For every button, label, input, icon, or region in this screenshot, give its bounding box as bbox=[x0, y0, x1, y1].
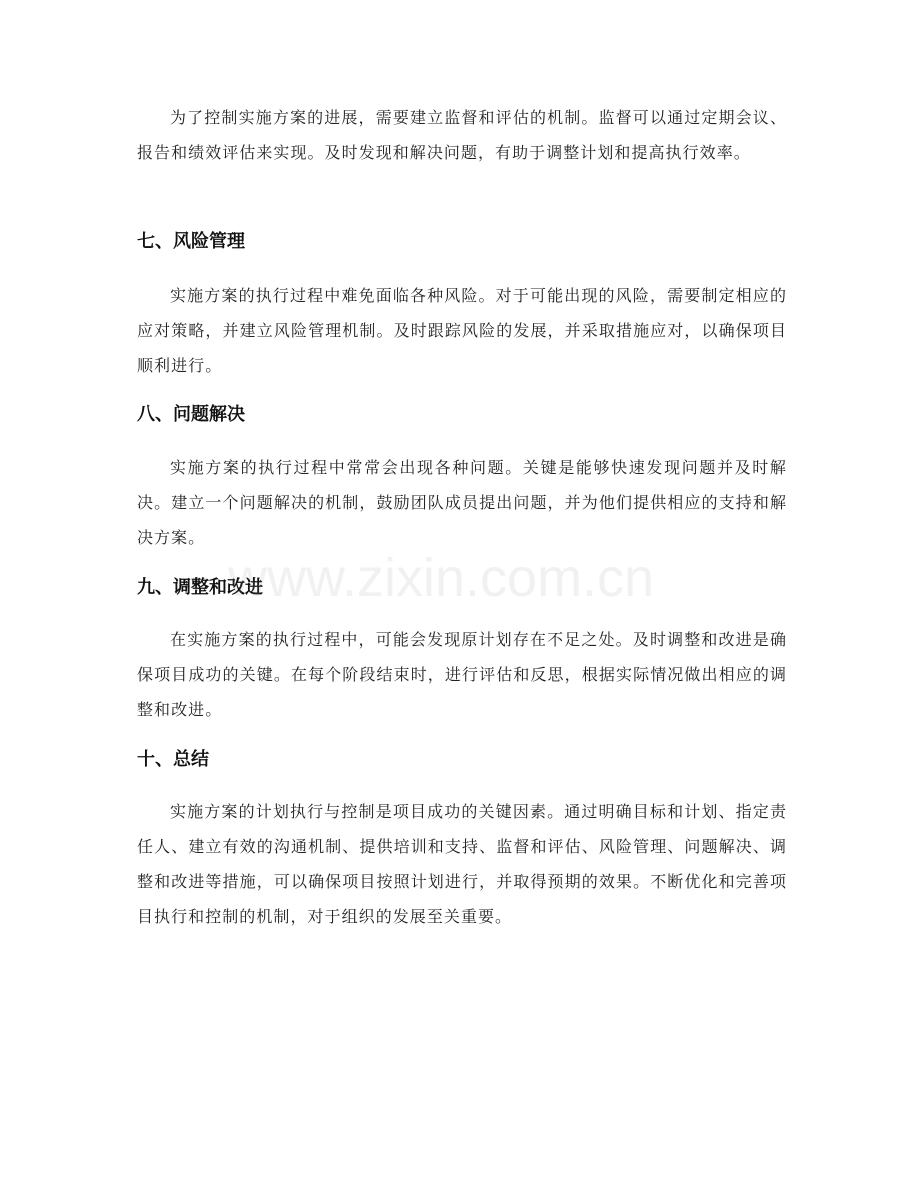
section-body-risk-management: 实施方案的执行过程中难免面临各种风险。对于可能出现的风险，需要制定相应的应对策略，并建立风险管理机制。及时跟踪风险的发展，并采取措施应对，以确保项目顺利进行。 bbox=[137, 286, 787, 375]
section-heading-problem-solving: 八、问题解决 bbox=[137, 404, 245, 425]
section-body-adjustment: 在实施方案的执行过程中，可能会发现原计划存在不足之处。及时调整和改进是确保项目成功的关键。在每个阶段结束时，进行评估和反思，根据实际情况做出相应的调整和改进。 bbox=[137, 630, 787, 719]
intro-paragraph: 为了控制实施方案的进展，需要建立监督和评估的机制。监督可以通过定期会议、报告和绩效评估来实现。及时发现和解决问题，有助于调整计划和提高执行效率。 bbox=[137, 108, 787, 162]
section-heading-risk-management: 七、风险管理 bbox=[137, 231, 245, 252]
section-heading-adjustment: 九、调整和改进 bbox=[137, 577, 263, 598]
section-body-problem-solving: 实施方案的执行过程中常常会出现各种问题。关键是能够快速发现问题并及时解决。建立一个问题解决的机制，鼓励团队成员提出问题，并为他们提供相应的支持和解决方案。 bbox=[137, 458, 787, 547]
section-heading-summary: 十、总结 bbox=[137, 749, 209, 770]
watermark: www.zixin.com.cn bbox=[228, 548, 655, 608]
section-body-summary: 实施方案的计划执行与控制是项目成功的关键因素。通过明确目标和计划、指定责任人、建立有效的沟通机制、提供培训和支持、监督和评估、风险管理、问题解决、调整和改进等措施，可以确保项目按照计划进行，并取得预期的效果。不断优化和完善项目执行和控制的机制，对于组织的发展至关重要。 bbox=[137, 802, 787, 926]
